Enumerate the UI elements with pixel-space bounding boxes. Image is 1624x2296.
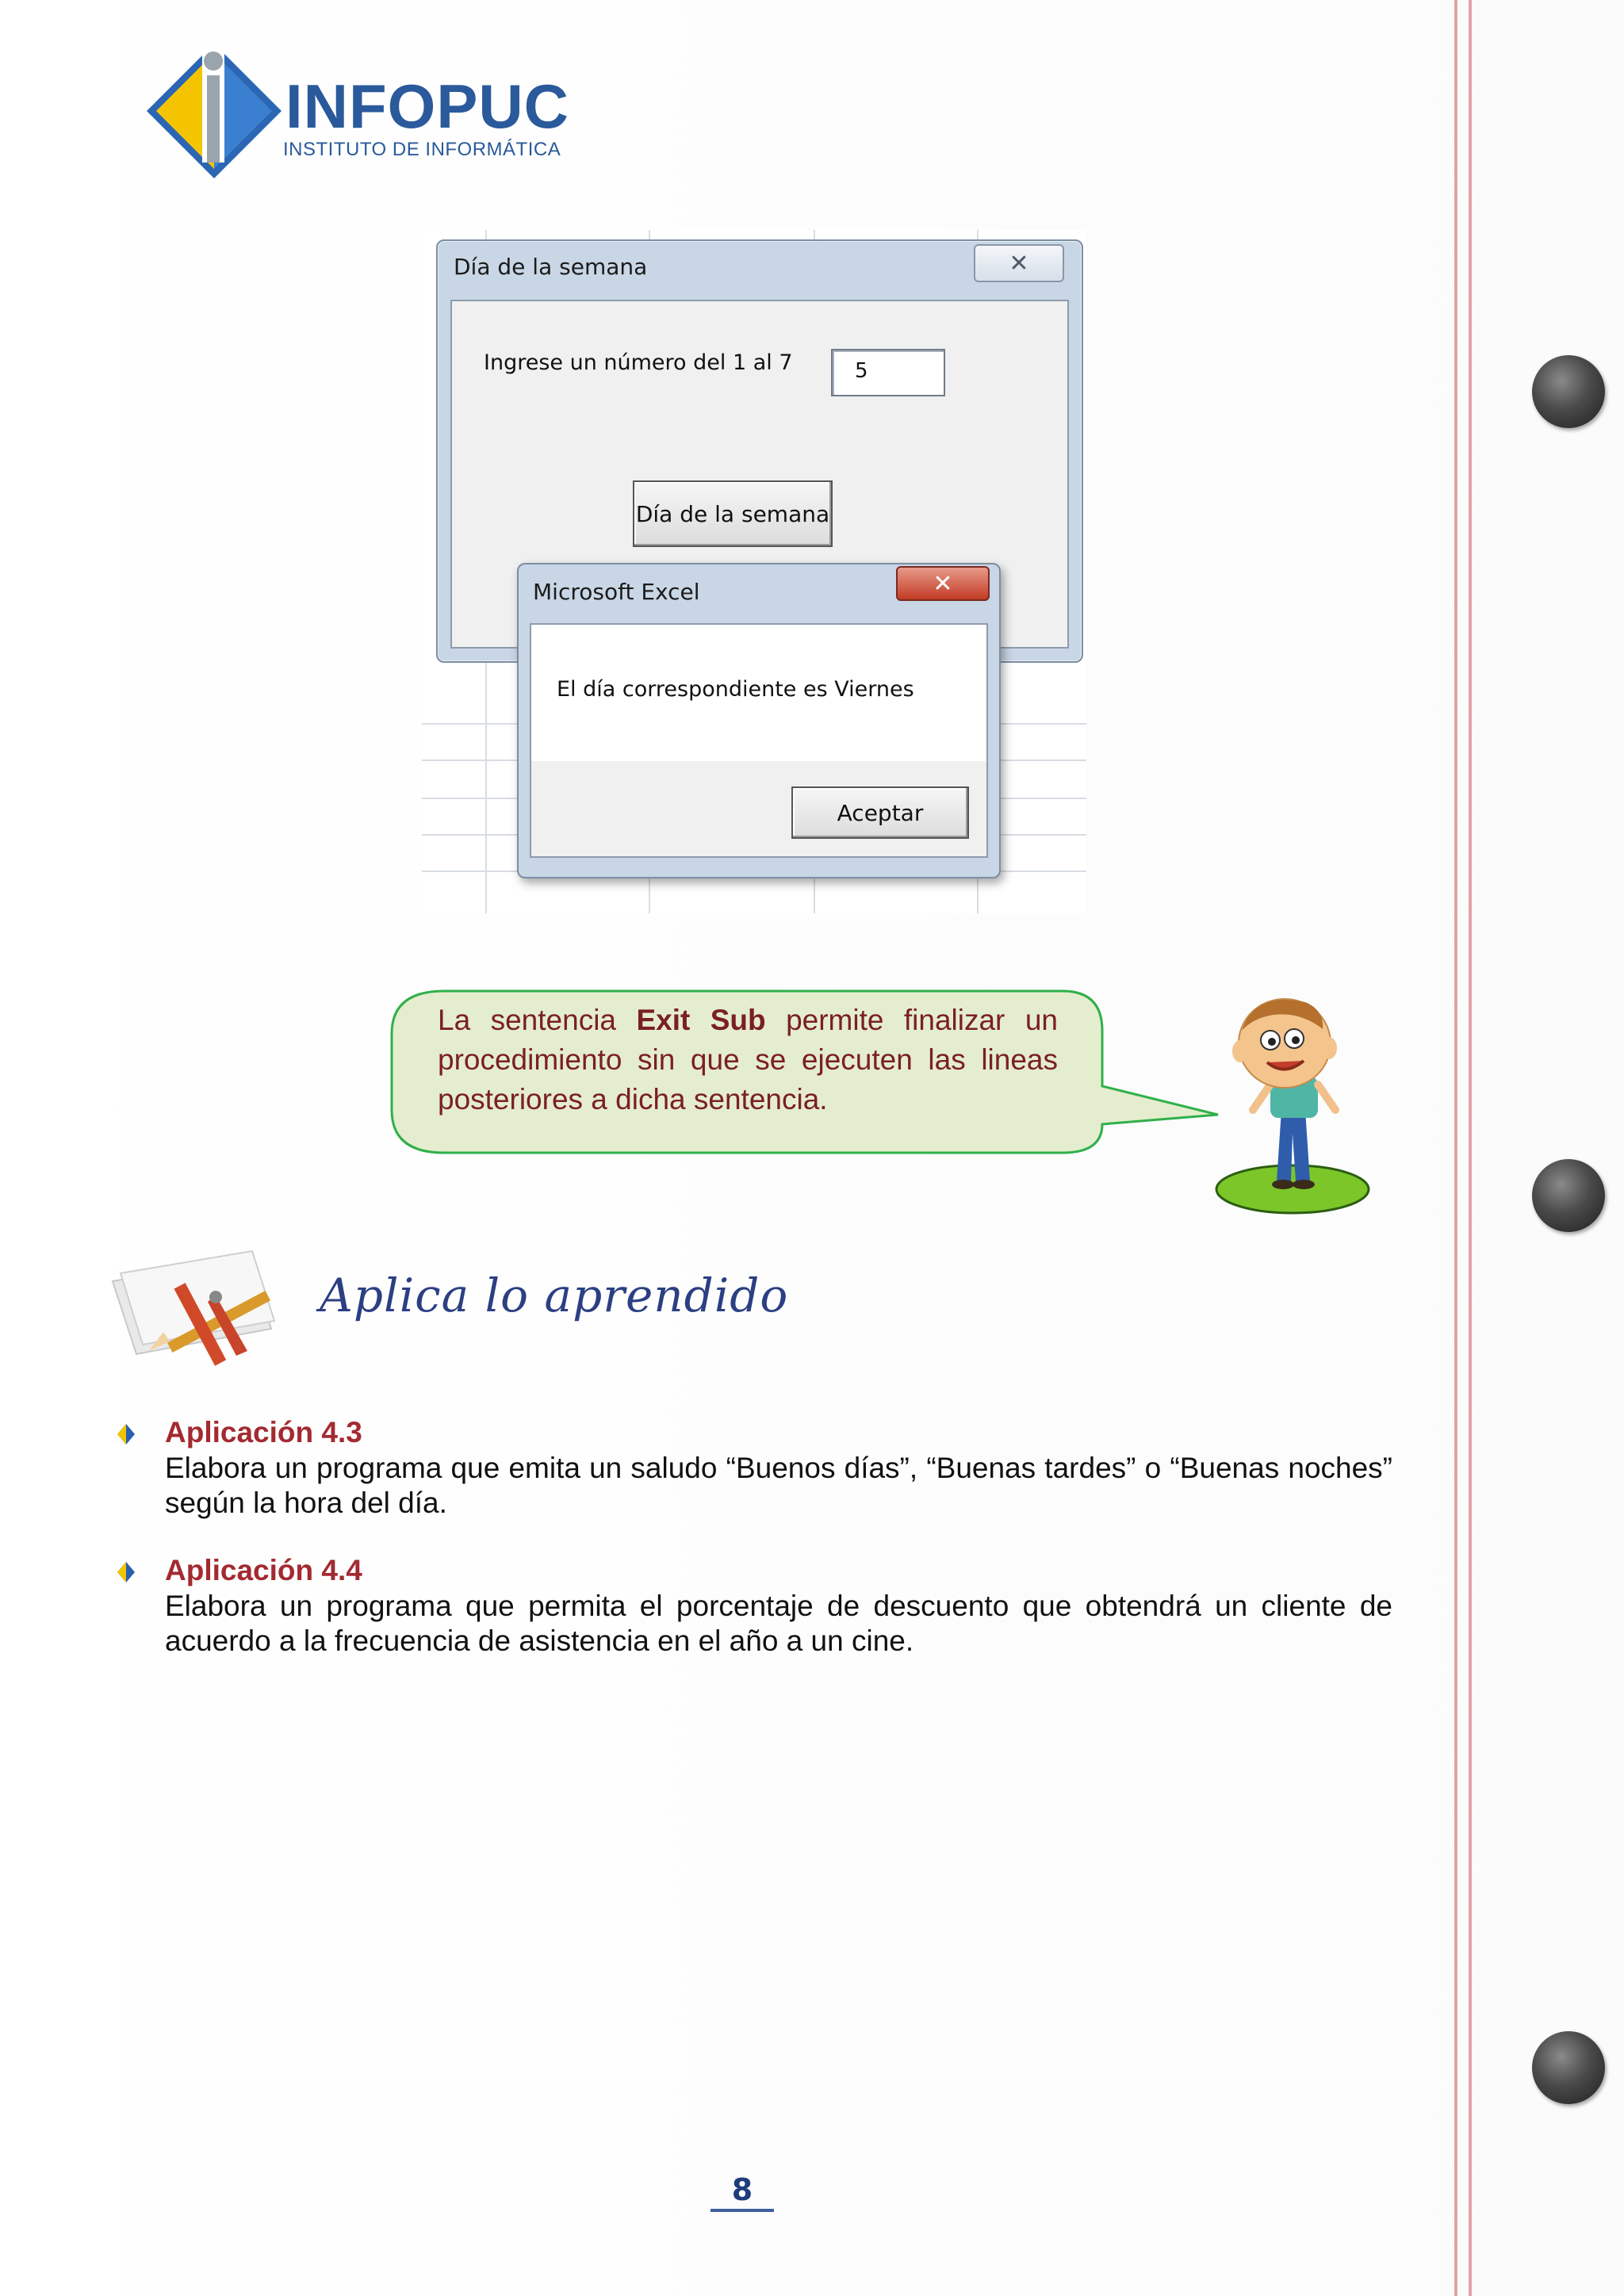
userform-title: Día de la semana xyxy=(454,254,648,280)
callout-text-post: permite finalizar un procedimiento sin que se ejecuten las lineas posteriores a dicha sentencia. xyxy=(438,1004,1058,1115)
application-4-3-body: Elabora un programa que emita un saludo “Buenos días”, “Buenas tardes” o “Buenas noches” según la hora del día. xyxy=(165,1452,1392,1519)
close-icon: ✕ xyxy=(1009,249,1029,277)
msgbox-title: Microsoft Excel xyxy=(533,579,700,605)
prompt-label: Ingrese un número del 1 al 7 xyxy=(484,350,793,375)
callout-keyword: Exit Sub xyxy=(636,1004,766,1036)
drafting-tools-icon xyxy=(97,1234,311,1368)
number-input[interactable]: 5 xyxy=(831,349,945,396)
msgbox-message: El día correspondiente es Viernes xyxy=(557,677,914,702)
page-number-underline xyxy=(710,2209,774,2212)
day-of-week-button[interactable]: Día de la semana xyxy=(633,480,833,547)
logo-wordmark: INFOPUC xyxy=(285,71,569,141)
callout-text xyxy=(438,1001,1058,1119)
application-4-3-title: Aplicación 4.3 xyxy=(165,1416,362,1448)
section-title: Aplica lo aprendido xyxy=(320,1269,789,1322)
callout-text-pre: La sentencia xyxy=(438,1004,637,1036)
page-number: 8 xyxy=(731,2172,753,2207)
diamond-bullet-icon xyxy=(117,1562,135,1582)
cartoon-boy-illustration xyxy=(1205,991,1380,1221)
diamond-bullet-icon xyxy=(117,1424,135,1445)
accept-button[interactable]: Aceptar xyxy=(791,786,969,839)
application-4-4-body: Elabora un programa que permita el porcentaje de descuento que obtendrá un cliente de acuerdo a la frecuencia de asistencia en el año a un cine. xyxy=(165,1590,1392,1657)
close-icon: ✕ xyxy=(933,569,953,598)
application-4-4-title: Aplicación 4.4 xyxy=(165,1554,362,1586)
logo-subtitle: INSTITUTO DE INFORMÁTICA xyxy=(283,139,561,160)
